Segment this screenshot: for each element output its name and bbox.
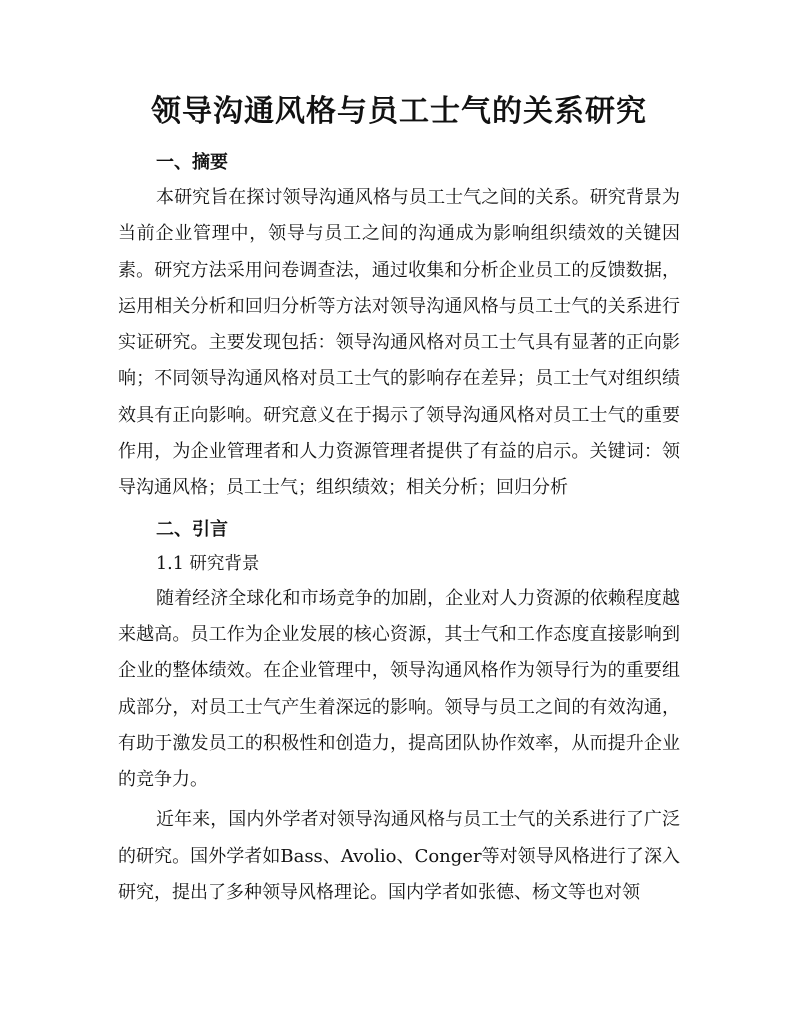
document-title: 领导沟通风格与员工士气的关系研究 — [151, 94, 647, 129]
abstract-heading: 一、摘要 — [156, 152, 228, 173]
background-paragraph-1: 随着经济全球化和市场竞争的加剧，企业对人力资源的依赖程度越来越高。员工作为企业发展的核心资源，其士气和工作态度直接影响到企业的整体绩效。在企业管理中，领导沟通风格作为领导行为的重要组成部分，对员工士气产生着深远的影响。领导与员工之间的有效沟通，有助于激发员工的积极性和创造力，提高团队协作效率，从而提升企业的竞争力。 — [118, 587, 680, 791]
abstract-paragraph: 本研究旨在探讨领导沟通风格与员工士气之间的关系。研究背景为当前企业管理中，领导与员工之间的沟通成为影响组织绩效的关键因素。研究方法采用问卷调查法，通过收集和分析企业员工的反馈数据，运用相关分析和回归分析等方法对领导沟通风格与员工士气的关系进行实证研究。主要发现包括：领导沟通风格对员工士气具有显著的正向影响；不同领导沟通风格对员工士气的影响存在差异；员工士气对组织绩效具有正向影响。研究意义在于揭示了领导沟通风格对员工士气的重要作用，为企业管理者和人力资源管理者提供了有益的启示。关键词：领导沟通风格；员工士气；组织绩效；相关分析；回归分析 — [118, 187, 680, 499]
introduction-heading: 二、引言 — [156, 518, 228, 540]
background-paragraph-2: 近年来，国内外学者对领导沟通风格与员工士气的关系进行了广泛的研究。国外学者如Bass、Avolio、Conger等对领导风格进行了深入研究，提出了多种领导风格理论。国内学者如张德、杨文等也对领 — [118, 809, 680, 904]
research-background-subheading: 1.1 研究背景 — [156, 553, 260, 574]
